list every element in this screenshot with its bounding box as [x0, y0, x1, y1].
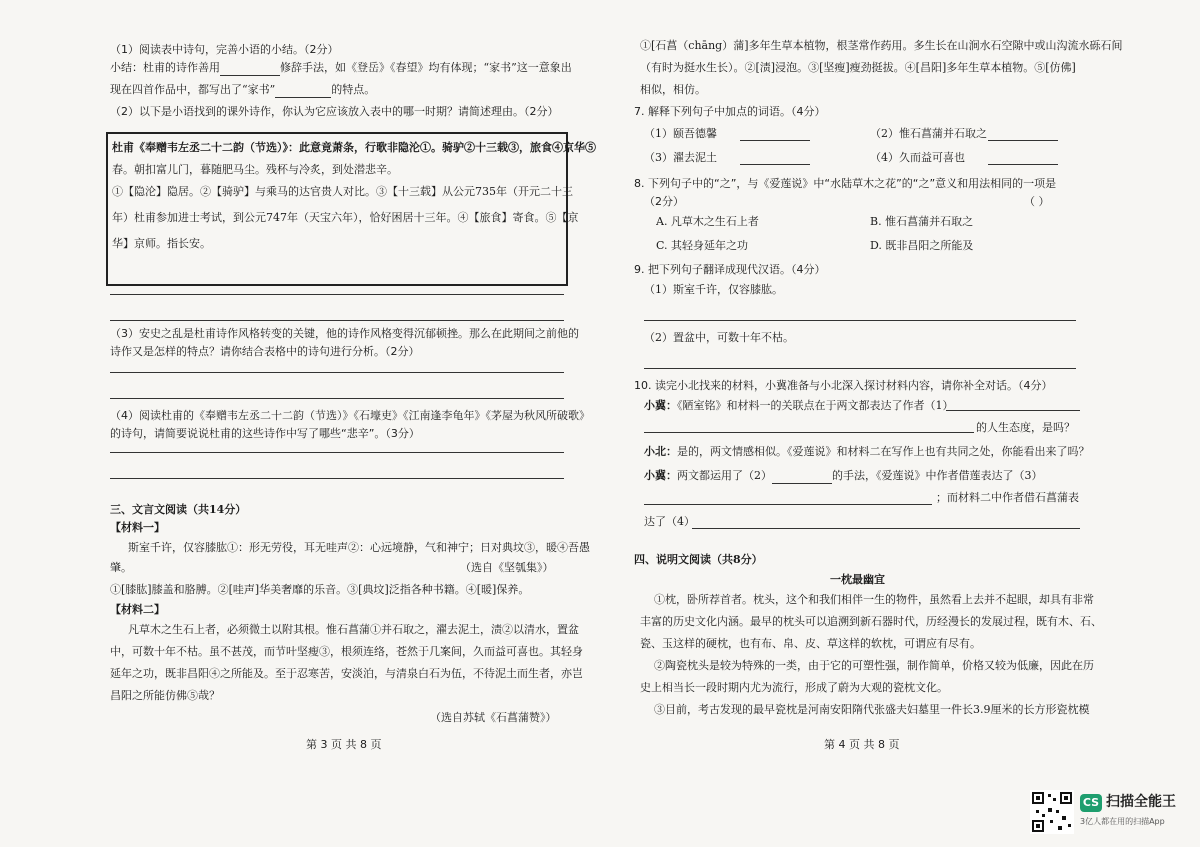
dialog-line-1	[644, 398, 954, 414]
question-1-4b: 的诗句，请简要说说杜甫的这些诗作中写了哪些“悲辛”。（3分）	[110, 427, 420, 440]
material-2-line-2: 中，可数十年不枯。虽不甚茂，而节叶坚瘦③，根须连络，苍然于几案间，久而益可喜也。其轻身	[110, 645, 583, 658]
poem-line-1: 杜甫《奉赠韦左丞二十二韵（节选）》：此意竟萧条，行歌非隐沦①。骑驴②十三载③，旅食④京华⑤	[112, 141, 596, 154]
question-9: 9. 把下列句子翻译成现代汉语。（4分）	[634, 263, 826, 276]
para-1-line-1: ①枕，卧所荐首者。枕头，这个和我们相伴一生的物件，虽然看上去并不起眼，却具有非常	[654, 593, 1094, 606]
question-1-1: （1）阅读表中诗句，完善小语的小结。（2分）	[110, 43, 339, 56]
dialog-blank-1[interactable]	[946, 410, 1080, 411]
answer-line[interactable]	[110, 398, 564, 399]
material-1-source: （选自《坚瓠集》）	[460, 561, 554, 574]
q7-blank-2[interactable]	[988, 140, 1058, 141]
question-8-score: （2分）	[644, 195, 684, 208]
speaker-xiaobei: 小北：	[644, 445, 677, 458]
q8-option-d[interactable]: D. 既非昌阳之所能及	[870, 239, 974, 252]
dialog-line-3	[644, 468, 1043, 484]
material-2-source: （选自苏轼《石菖蒲赞》）	[430, 711, 557, 724]
para-2-line-2: 史上相当长一段时期内尤为流行，形成了蔚为大观的瓷枕文化。	[640, 681, 948, 694]
material-1-notes: ①[膝肱]膝盖和胳膊。②[哇声]华美奢靡的乐音。③[典坟]泛指各种书籍。④[暖]保养。	[110, 583, 530, 596]
q7-blank-3[interactable]	[740, 164, 810, 165]
summary-text-d: 的特点。	[331, 83, 376, 96]
para-1-line-2: 丰富的历史文化内涵。最早的枕头可以追溯到新石器时代，历经漫长的发展过程，既有木、石、	[640, 615, 1102, 628]
q9-answer-line-1[interactable]	[644, 320, 1076, 321]
article-title: 一枕最幽宜	[830, 573, 885, 586]
material-2-line-4: 昌阳之所能仿佛⑤哉？	[110, 689, 220, 702]
question-10: 10. 读完小北找来的材料，小冀准备与小北深入探讨材料内容，请你补全对话。（4分）	[634, 379, 1053, 392]
question-1-2: （2）以下是小语找到的课外诗作，你认为它应该放入表中的哪一时期？请简述理由。（2分）	[110, 105, 559, 118]
q8-answer-paren[interactable]: （ ）	[1024, 195, 1050, 208]
speaker-xiaoji: 小冀：	[644, 399, 677, 412]
q7-blank-4[interactable]	[988, 164, 1058, 165]
poem-line-2: 春。朝扣富儿门，暮随肥马尘。残杯与冷炙，到处潜悲辛。	[112, 163, 398, 176]
speaker-xiaoji: 小冀：	[644, 469, 677, 482]
dialog-text-3b: 的手法，《爱莲说》中作者借莲表达了（3）	[832, 469, 1043, 482]
scanner-slogan: 3亿人都在用的扫描App	[1080, 817, 1165, 826]
q8-option-a[interactable]: A. 凡草木之生石上者	[656, 215, 759, 228]
summary-blank-2[interactable]	[275, 85, 331, 98]
material-1-line-1: 斯室千许，仅容膝肱①：形无劳役，耳无哇声②：心远境静，气和神宁；日对典坟③，暖④吾愚	[128, 541, 590, 554]
question-8: 8. 下列句子中的“之”，与《爱莲说》中“水陆草木之花”的“之”意义和用法相同的一项是	[634, 177, 1057, 190]
scanner-app-name: 扫描全能王	[1106, 794, 1176, 810]
note-line-1: ①[石菖（chāng）蒲]多年生草本植物，根茎常作药用。多生长在山涧水石空隙中或山沟流水砾石间	[640, 39, 1123, 52]
question-1-3a: （3）安史之乱是杜甫诗作风格转变的关键，他的诗作风格变得沉郁顿挫。那么在此期间之前他的	[110, 327, 579, 340]
summary-line-1	[110, 60, 572, 76]
dialog-line-2	[644, 444, 1090, 460]
page-3	[110, 28, 596, 847]
material-2-label: 【材料二】	[110, 603, 165, 616]
dialog-text-3c: ；而材料二中作者借石菖蒲表	[936, 491, 1079, 504]
q9-item-2: （2）置盆中，可数十年不枯。	[644, 331, 794, 344]
poem-note-3: 华】京师。指长安。	[112, 237, 211, 250]
question-7: 7. 解释下列句子中加点的词语。（4分）	[634, 105, 826, 118]
summary-line-2	[110, 82, 375, 98]
dialog-blank-1-cont[interactable]	[644, 432, 974, 433]
dialog-blank-2[interactable]	[772, 471, 832, 484]
para-3-line-1: ③目前，考古发现的最早瓷枕是河南安阳隋代张盛夫妇墓里一件长3.9厘米的长方形瓷枕模	[654, 703, 1090, 716]
dialog-text-1b: 的人生态度，是吗？	[976, 421, 1075, 434]
q9-answer-line-2[interactable]	[644, 368, 1076, 369]
note-line-2: （有时为挺水生长）。②[渍]浸泡。③[坚瘦]瘦劲挺拔。④[昌阳]多年生草本植物。⑤[仿佛]	[640, 61, 1076, 74]
poem-note-2: 年）杜甫参加进士考试，到公元747年（天宝六年），恰好困居十三年。④【旅食】寄食。⑤【京	[112, 211, 579, 224]
dialog-text-2: 是的，两文情感相似。《爱莲说》和材料二在写作上也有共同之处，你能看出来了吗？	[677, 445, 1090, 458]
dialog-text-3d: 达了（4）	[644, 515, 695, 528]
question-1-3b: 诗作又是怎样的特点？请你结合表格中的诗句进行分析。（2分）	[110, 345, 420, 358]
question-1-4a: （4）阅读杜甫的《奉赠韦左丞二十二韵（节选）》《石壕吏》《江南逢李龟年》《茅屋为秋风所破歌》	[110, 409, 590, 422]
page-number: 第 4 页 共 8 页	[824, 738, 900, 751]
answer-line[interactable]	[110, 372, 564, 373]
dialog-blank-4[interactable]	[692, 528, 1080, 529]
material-2-line-1: 凡草木之生石上者，必须微土以附其根。惟石菖蒲①并石取之，濯去泥土，渍②以清水，置盆	[128, 623, 579, 636]
material-1-label: 【材料一】	[110, 521, 165, 534]
para-1-line-3: 瓷、玉这样的硬枕，也有布、帛、皮、草这样的软枕，可谓应有尽有。	[640, 637, 981, 650]
page-number: 第 3 页 共 8 页	[306, 738, 382, 751]
q7-item-1: （1）颐吾德馨	[644, 127, 717, 140]
cs-logo-icon: CS	[1080, 794, 1102, 812]
q7-item-3: （3）濯去泥土	[644, 151, 717, 164]
q7-item-2: （2）惟石菖蒲并石取之	[870, 127, 987, 140]
q7-blank-1[interactable]	[740, 140, 810, 141]
summary-blank-1[interactable]	[220, 63, 280, 76]
section-4-title: 四、说明文阅读（共8分）	[634, 553, 763, 566]
dialog-blank-3[interactable]	[644, 504, 932, 505]
answer-line[interactable]	[110, 294, 564, 295]
section-3-title: 三、文言文阅读（共14分）	[110, 503, 247, 516]
material-2-line-3: 延年之功，既非昌阳④之所能及。至于忍寒苦，安淡泊，与清泉白石为伍，不待泥土而生者，亦岂	[110, 667, 583, 680]
summary-text-c: 现在四首作品中，都写出了“家书”	[110, 83, 276, 96]
summary-text-b: 修辞手法，如《登岳》《春望》均有体现；“家书”这一意象出	[280, 61, 572, 74]
answer-line[interactable]	[110, 478, 564, 479]
para-2-line-1: ②陶瓷枕头是较为特殊的一类，由于它的可塑性强，制作简单，价格又较为低廉，因此在历	[654, 659, 1094, 672]
material-1-line-2: 肇。	[110, 561, 132, 574]
scanner-badge	[1030, 790, 1190, 834]
answer-line[interactable]	[110, 320, 564, 321]
note-line-3: 相似，相仿。	[640, 83, 706, 96]
q9-item-1: （1）斯室千许，仅容膝肱。	[644, 283, 783, 296]
summary-text-a: 小结：杜甫的诗作善用	[110, 61, 220, 74]
dialog-text-1a: 《陋室铭》和材料一的关联点在于两文都表达了作者（1）	[677, 399, 954, 412]
q7-item-4: （4）久而益可喜也	[870, 151, 965, 164]
q8-option-c[interactable]: C. 其轻身延年之功	[656, 239, 749, 252]
qr-code-icon	[1030, 790, 1074, 834]
answer-line[interactable]	[110, 452, 564, 453]
q8-option-b[interactable]: B. 惟石菖蒲并石取之	[870, 215, 974, 228]
poem-note-1: ①【隐沦】隐居。②【骑驴】与乘马的达官贵人对比。③【十三载】从公元735年（开元二十三	[112, 185, 573, 198]
dialog-text-3a: 两文都运用了（2）	[677, 469, 772, 482]
